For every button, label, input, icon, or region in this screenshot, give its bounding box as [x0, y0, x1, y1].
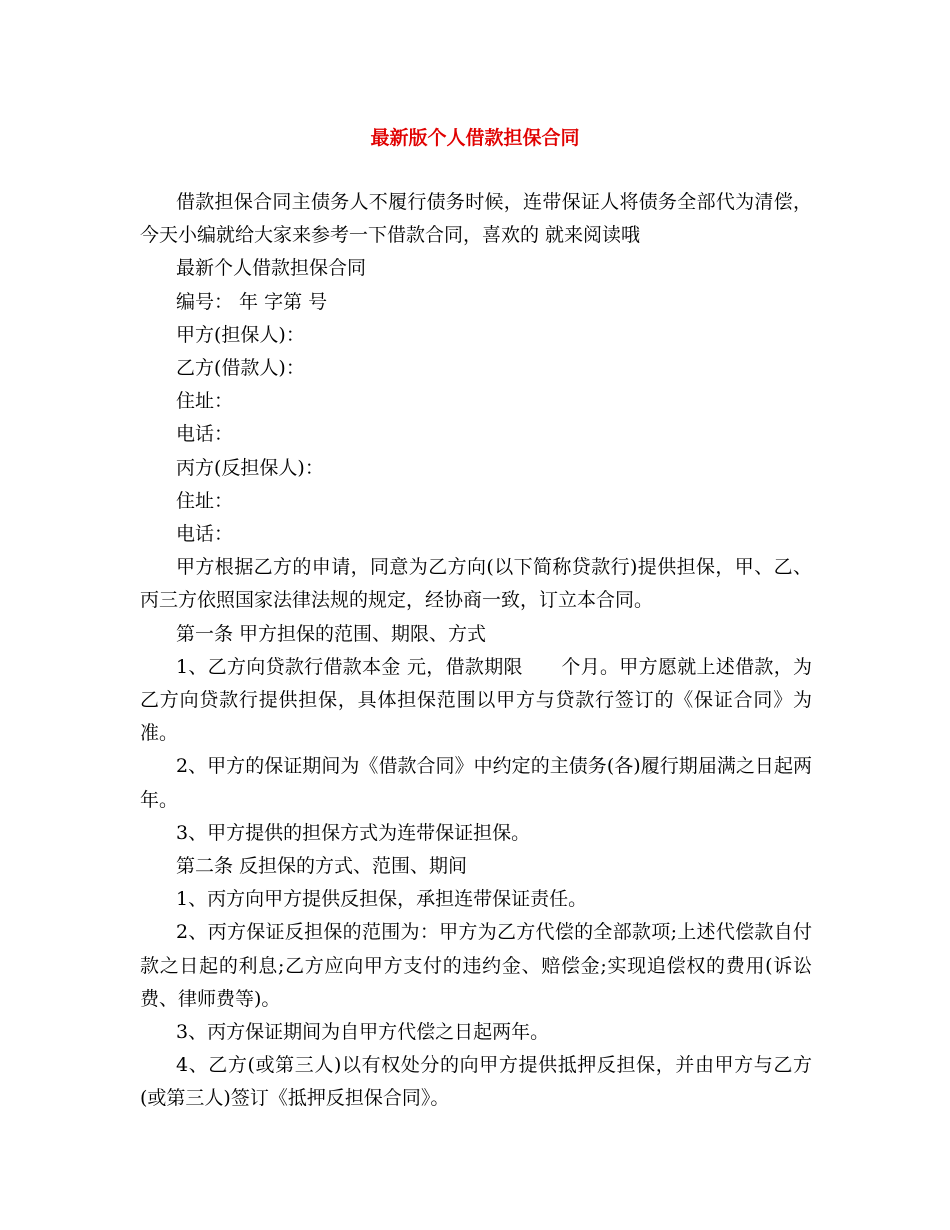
contract-number-line: 编号： 年 字第 号	[176, 290, 328, 313]
article-2-clause-3: 3、丙方保证期间为自甲方代偿之日起两年。	[176, 1021, 550, 1044]
party-b-address-line: 住址：	[176, 390, 234, 413]
article-1-heading: 第一条 甲方担保的范围、期限、方式	[176, 622, 487, 645]
party-b-phone-line: 电话：	[176, 423, 234, 446]
contract-heading: 最新个人借款担保合同	[176, 257, 367, 280]
article-1-clause-1: 1、乙方向贷款行借款本金 元，借款期限 个月。甲方愿就上述借款，为乙方向贷款行提供担保，具体担保范围以甲方与贷款行签订的《保证合同》为准。	[140, 655, 812, 745]
intro-paragraph: 借款担保合同主债务人不履行债务时候，连带保证人将债务全部代为清偿，今天小编就给大家来参考一下借款合同，喜欢的 就来阅读哦	[140, 191, 812, 247]
preamble-paragraph: 甲方根据乙方的申请，同意为乙方向(以下简称贷款行)提供担保，甲、乙、丙三方依照国家法律法规的规定，经协商一致，订立本合同。	[140, 556, 812, 612]
document-body	[140, 186, 812, 1116]
party-c-phone-line: 电话：	[176, 523, 234, 546]
article-2-clause-2: 2、丙方保证反担保的范围为：甲方为乙方代偿的全部款项;上述代偿款自付款之日起的利息;乙方应向甲方支付的违约金、赔偿金;实现追偿权的费用(诉讼费、律师费等)。	[140, 921, 812, 1010]
article-1-clause-2: 2、甲方的保证期间为《借款合同》中约定的主债务(各)履行期届满之日起两年。	[140, 755, 812, 811]
article-2-heading: 第二条 反担保的方式、范围、期间	[176, 855, 468, 878]
article-2-clause-4: 4、乙方(或第三人)以有权处分的向甲方提供抵押反担保，并由甲方与乙方(或第三人)签订《抵押反担保合同》。	[140, 1054, 812, 1110]
document-title: 最新版个人借款担保合同	[370, 127, 580, 149]
article-1-clause-3: 3、甲方提供的担保方式为连带保证担保。	[176, 821, 531, 844]
party-a-line: 甲方(担保人)：	[176, 323, 305, 346]
party-c-line: 丙方(反担保人)：	[176, 456, 324, 479]
party-b-line: 乙方(借款人)：	[176, 357, 305, 380]
party-c-address-line: 住址：	[176, 489, 234, 512]
article-2-clause-1: 1、丙方向甲方提供反担保，承担连带保证责任。	[176, 888, 588, 911]
